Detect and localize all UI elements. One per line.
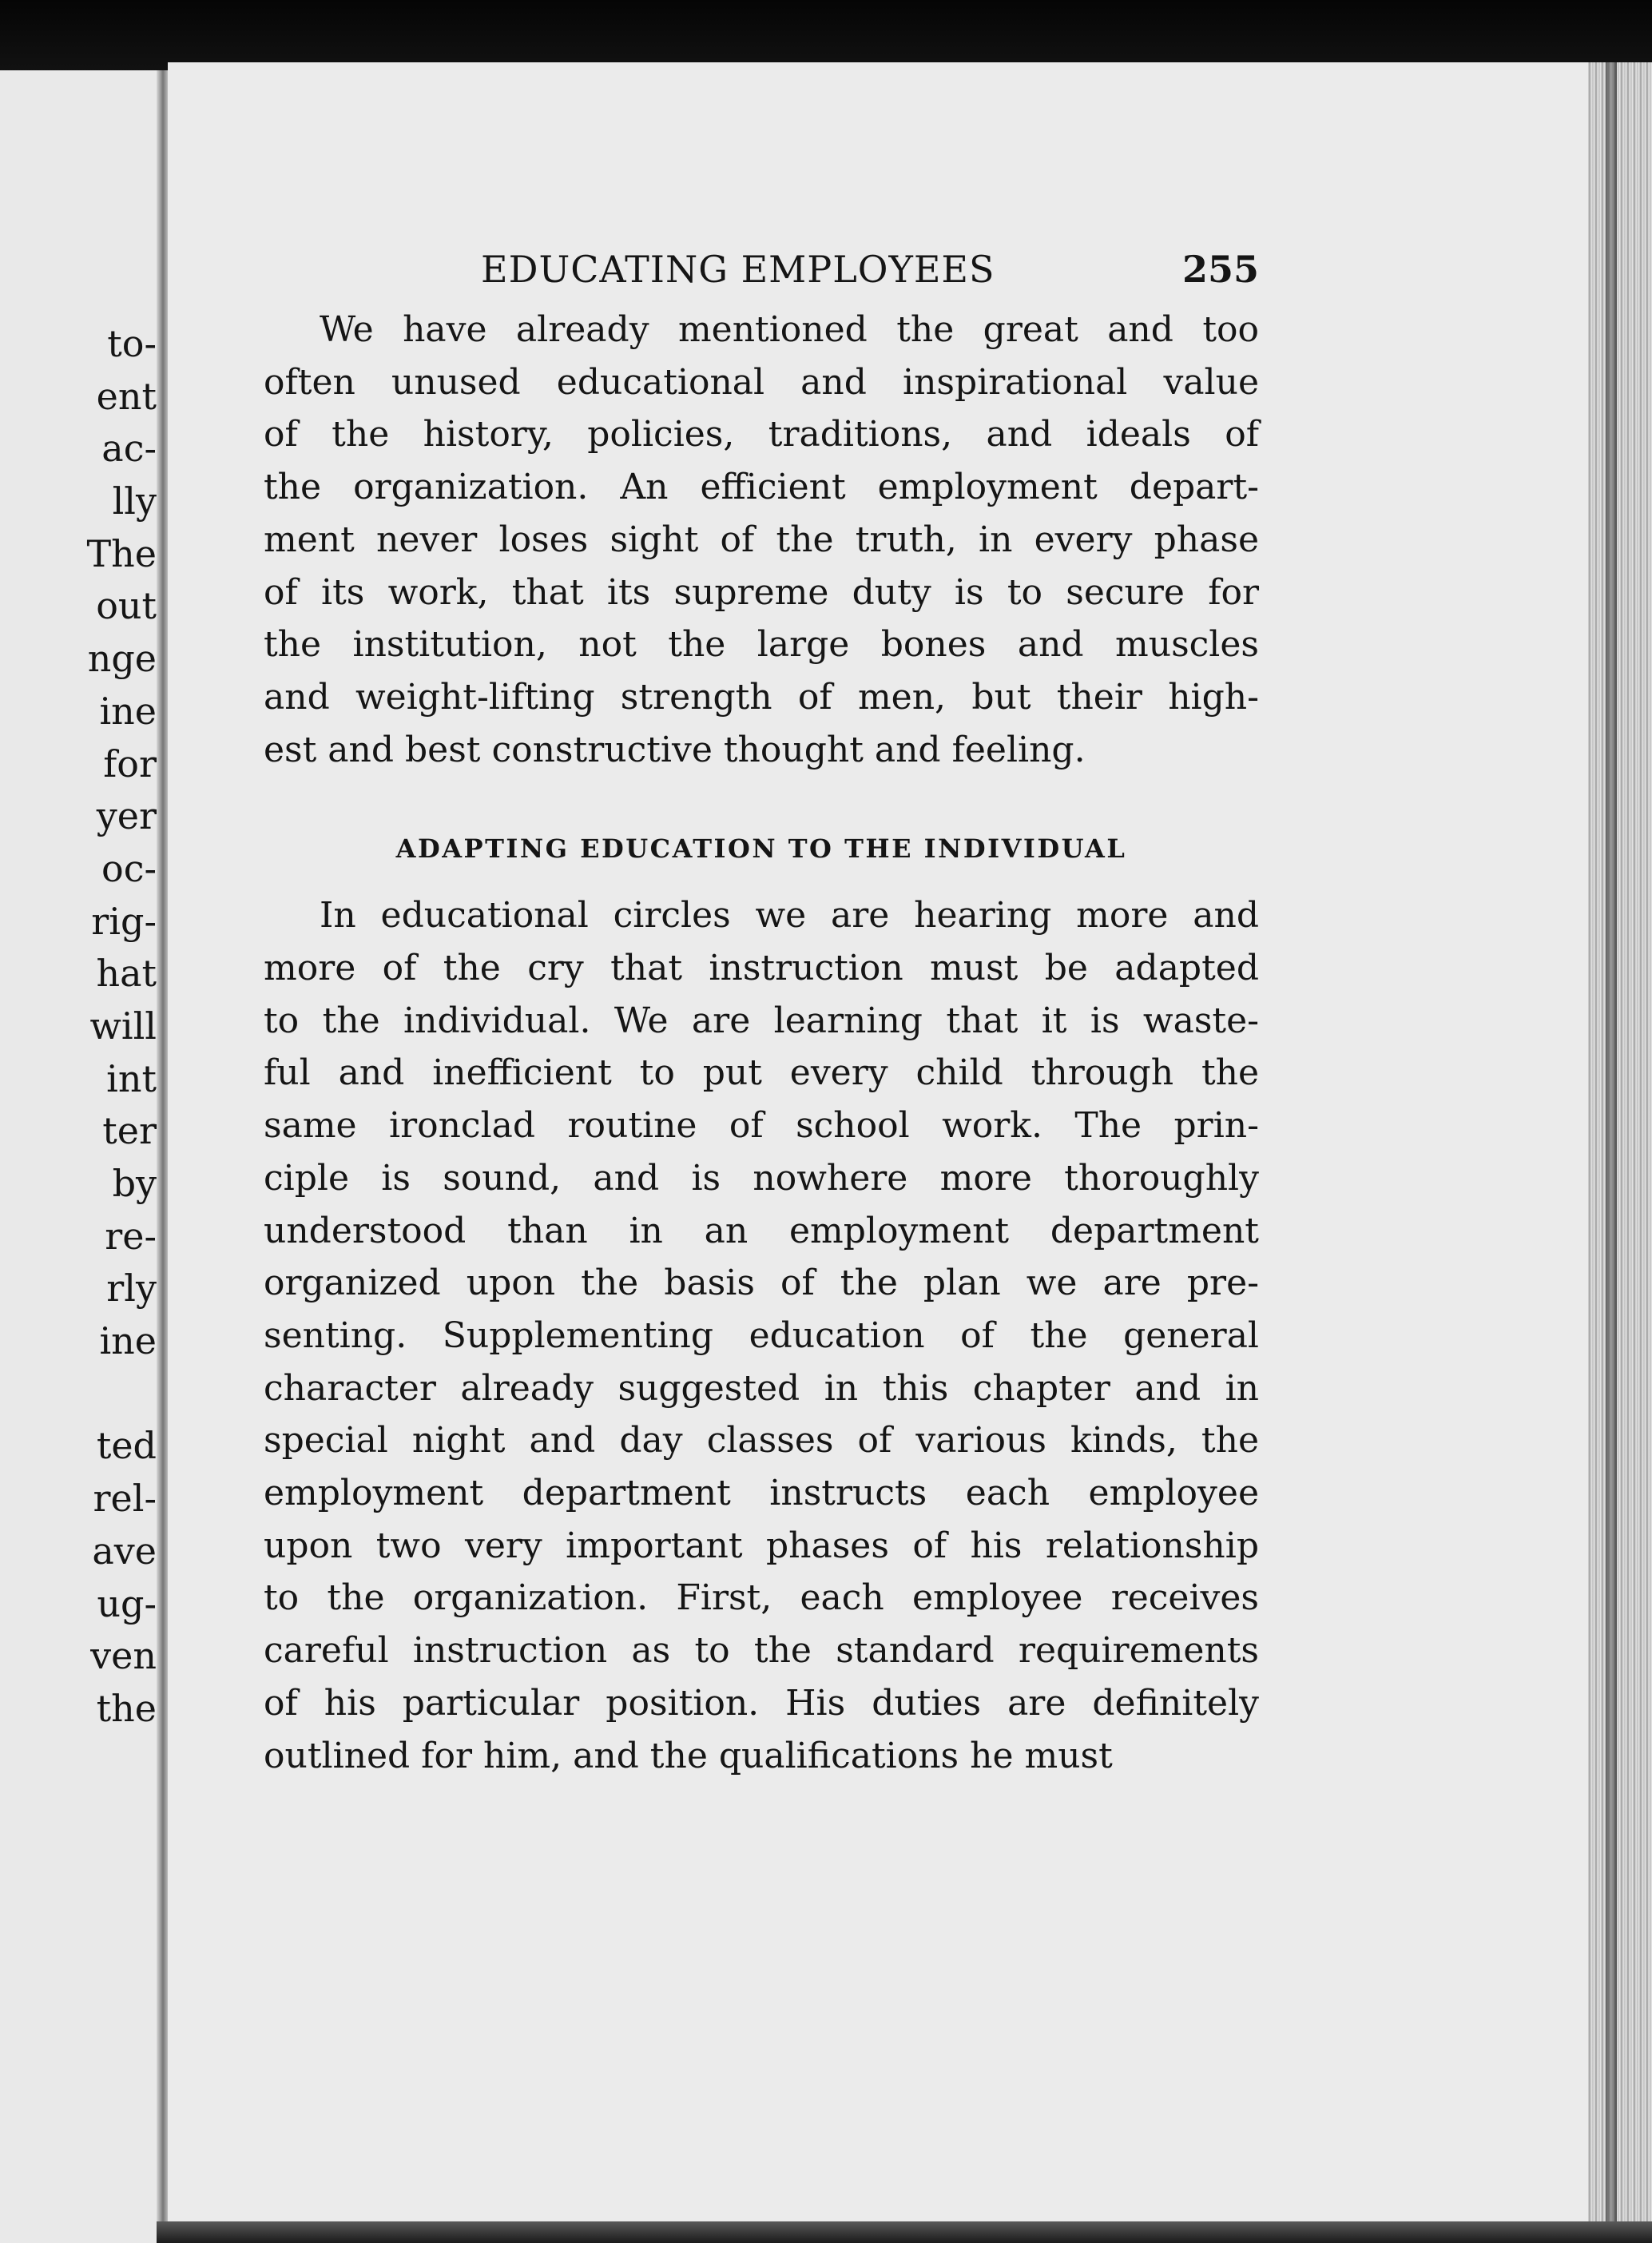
text-line: We have already mentioned the great and too — [320, 309, 1259, 350]
left-page-fragment: rly — [106, 1267, 157, 1310]
text-line: the institution, not the large bones and muscles — [264, 624, 1259, 666]
text-line: to the individual. We are learning that it is waste- — [264, 1000, 1259, 1041]
left-page-fragment: int — [106, 1056, 157, 1100]
left-page-fragment: oc- — [101, 846, 157, 890]
text-line: of its work, that its supreme duty is to secure for — [264, 571, 1259, 613]
left-page-fragment: by — [112, 1162, 157, 1205]
left-page-fragment: rel- — [93, 1477, 157, 1521]
left-page-fragment — [0, 1368, 157, 1421]
left-page-fragment: ter — [102, 1109, 157, 1153]
text-line: ful and inefficient to put every child through the — [264, 1052, 1259, 1094]
paragraph-2 — [264, 889, 1259, 1782]
text-line: of his particular position. His duties are definitely — [264, 1682, 1259, 1724]
text-line: senting. Supplementing education of the general — [264, 1314, 1259, 1356]
text-line: the organization. An efficient employment depart- — [264, 467, 1259, 508]
left-page-fragment: ine — [99, 1319, 157, 1363]
text-line: understood than in an employment department — [264, 1210, 1259, 1251]
left-page-fragment: lly — [112, 479, 157, 523]
text-line: organized upon the basis of the plan we are pre- — [264, 1263, 1259, 1304]
left-page-fragment: ac- — [101, 427, 157, 471]
page-edge-shadow — [1606, 62, 1617, 2243]
page-edges — [1588, 62, 1652, 2243]
running-head — [264, 240, 1259, 304]
left-page-fragment: The — [86, 531, 157, 575]
running-title: EDUCATING EMPLOYEES — [481, 248, 995, 291]
text-line: and weight-lifting strength of men, but their high- — [264, 676, 1259, 718]
text-line: upon two very important phases of his relationship — [264, 1525, 1259, 1566]
left-page-fragment: yer — [96, 794, 157, 838]
text-line: ment never loses sight of the truth, in every phase — [264, 519, 1259, 560]
left-page-fragment: ted — [96, 1424, 157, 1468]
left-page-fragment: ug- — [97, 1581, 157, 1625]
left-page-fragment: ave — [92, 1529, 157, 1573]
text-line: employment department instructs each employee — [264, 1473, 1259, 1514]
left-page-fragment: re- — [105, 1214, 157, 1258]
left-page-fragment: rig- — [91, 899, 157, 943]
text-line: of the history, policies, traditions, and ideals of — [264, 414, 1259, 455]
text-line: careful instruction as to the standard requirements — [264, 1630, 1259, 1672]
left-page-fragment: out — [96, 584, 157, 628]
page-number: 255 — [1181, 248, 1259, 291]
left-page-fragment: nge — [87, 637, 157, 681]
left-page-fragment: ven — [90, 1634, 157, 1678]
text-line: est and best constructive thought and feeling. — [264, 729, 1086, 770]
paragraph-1 — [264, 304, 1259, 776]
left-page-fragment: to- — [107, 322, 157, 365]
left-page-fragment: will — [89, 1004, 157, 1048]
text-line: ciple is sound, and is nowhere more thoroughly — [264, 1157, 1259, 1199]
page-content — [264, 240, 1259, 1782]
left-page-fragment: the — [96, 1686, 157, 1730]
text-line: In educational circles we are hearing more and — [320, 895, 1259, 937]
text-line: outlined for him, and the qualifications he must — [264, 1735, 1113, 1776]
text-line: more of the cry that instruction must be adapted — [264, 948, 1259, 989]
left-page-fragment: ent — [96, 374, 157, 418]
left-page-fragment: hat — [96, 952, 157, 996]
left-page-text-fragments — [0, 318, 157, 1736]
text-line: often unused educational and inspirational value — [264, 361, 1259, 403]
scan-bottom-border — [157, 2221, 1652, 2243]
text-line: character already suggested in this chapter and in — [264, 1367, 1259, 1409]
text-line: special night and day classes of various kinds, the — [264, 1420, 1259, 1462]
text-line: to the organization. First, each employee receives — [264, 1577, 1259, 1619]
text-line: same ironclad routine of school work. The prin- — [264, 1105, 1259, 1147]
left-page-fragment: ine — [99, 689, 157, 733]
section-heading: ADAPTING EDUCATION TO THE INDIVIDUAL — [395, 833, 1127, 865]
left-page-fragment: for — [103, 742, 157, 785]
